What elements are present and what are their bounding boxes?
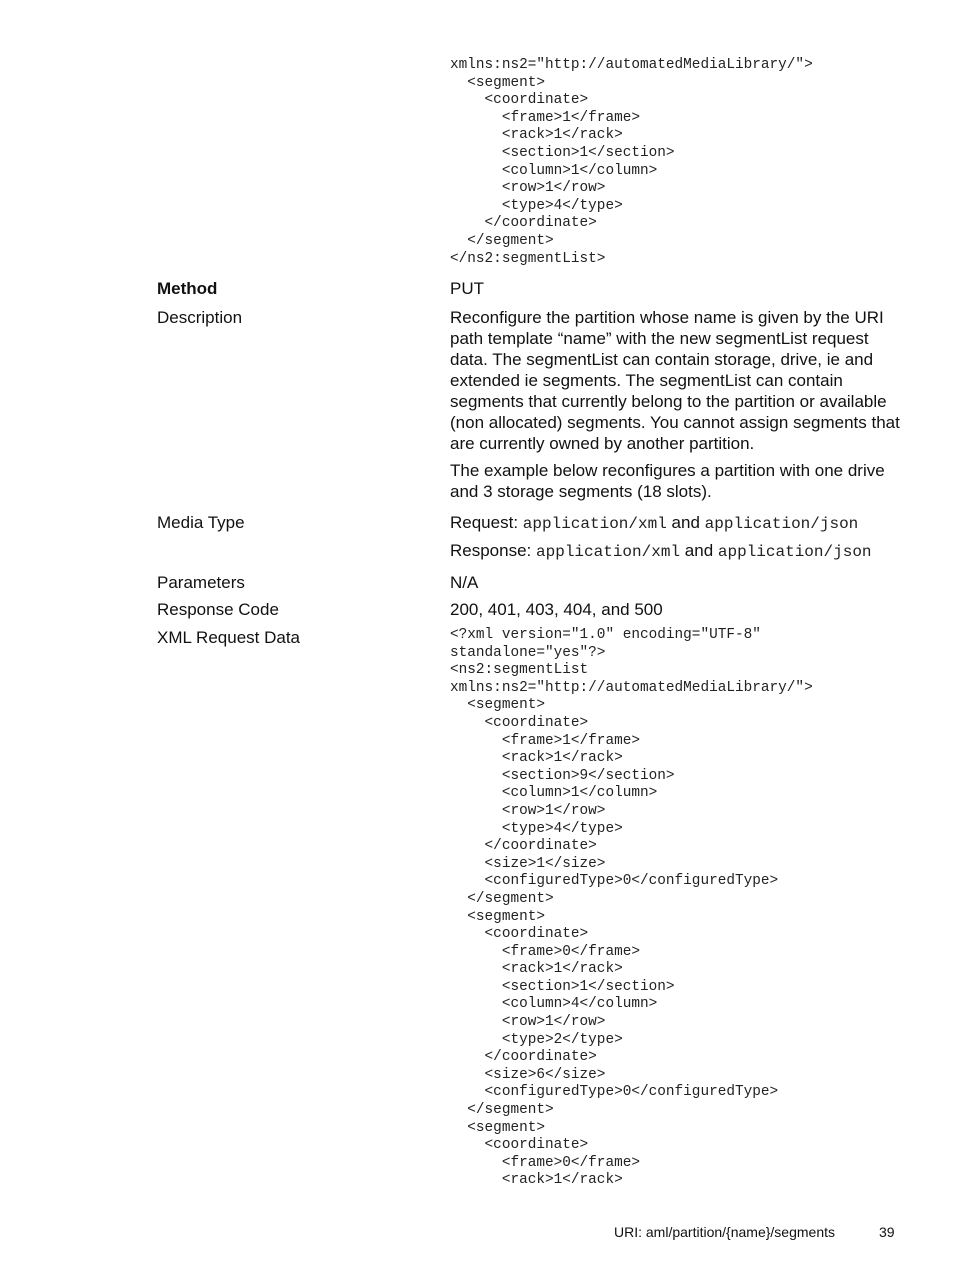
description-paragraph-2: The example below reconfigures a partition with one drive and 3 storage segments (18 slots). xyxy=(450,461,885,501)
page-number: 39 xyxy=(879,1224,895,1240)
parameters-label: Parameters xyxy=(157,573,245,592)
method-label: Method xyxy=(157,279,218,298)
request-prefix: Request: xyxy=(450,513,519,532)
response-code-value: 200, 401, 403, 404, and 500 xyxy=(450,600,663,619)
media-type-label: Media Type xyxy=(157,513,245,532)
response-conjunction: and xyxy=(684,541,714,560)
request-type-xml: application/xml xyxy=(522,515,667,533)
xml-code-continuation: xmlns:ns2="http://automatedMediaLibrary/"> <segment> <coordinate> <frame>1</frame> <rack>1</rack> <section>1</section> <column>1</column> <row>1</row> <type>4</type> </coordinate> </segment> </ns2:segmentList> xyxy=(450,57,813,267)
media-type-response xyxy=(450,540,905,563)
request-type-json: application/json xyxy=(704,515,859,533)
parameters-value: N/A xyxy=(450,573,479,592)
xml-request-label: XML Request Data xyxy=(157,628,300,647)
response-type-json: application/json xyxy=(717,543,872,561)
response-type-xml: application/xml xyxy=(536,543,681,561)
xml-request-code: <?xml version="1.0" encoding="UTF-8" standalone="yes"?> <ns2:segmentList xmlns:ns2="http://automatedMediaLibrary/"> <segment> <coordinate> <frame>1</frame> <rack>1</rack> <section>9</section> <column>1</column> <row>1</row> <type>4</type> </coordinate> <size>1</size> <configuredType>0</configuredType> </segment> <segment> <coordinate> <frame>0</frame> <rack>1</rack> <section>1</section> <column>4</column> <row>1</row> <type>2</type> </coordinate> <size>6</size> <configuredType>0</configuredType> </segment> <segment> <coordinate> <frame>0</frame> <rack>1</rack> xyxy=(450,627,813,1189)
media-type-request xyxy=(450,512,905,535)
response-prefix: Response: xyxy=(450,541,532,560)
description-paragraph-1: Reconfigure the partition whose name is given by the URI path template “name” with the new segmentList request data. The segmentList can contain storage, drive, ie and extended ie segments. The segmentList can contain segments that currently belong to the partition or available (non allocated) segments. You cannot assign segments that are currently owned by another partition. xyxy=(450,308,900,453)
footer-title: URI: aml/partition/{name}/segments xyxy=(614,1224,835,1240)
request-conjunction: and xyxy=(671,513,700,532)
method-value: PUT xyxy=(450,279,484,298)
description-value xyxy=(450,307,905,502)
response-code-label: Response Code xyxy=(157,600,279,619)
description-label: Description xyxy=(157,308,243,327)
